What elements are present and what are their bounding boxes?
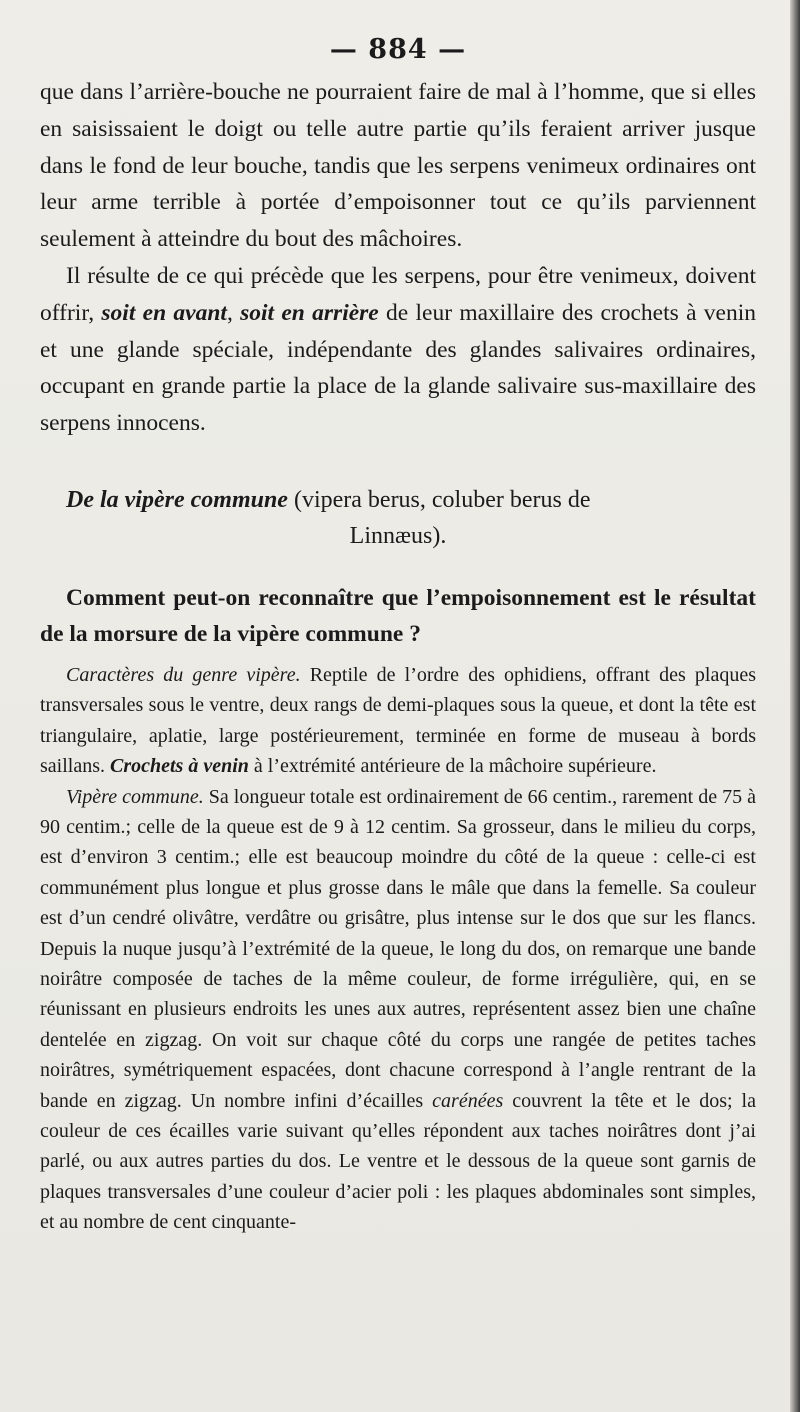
section-heading-italic: De la vipère commune <box>66 486 288 513</box>
upper-text <box>40 74 756 442</box>
paragraph-continuation: que dans l’arrière-bouche ne pourraient faire de mal à l’homme, que si elles en saisissaient le doigt ou telle autre partie qu’ils feraient arriver jusque dans le fond de leur bouche, tandis que les serpens venimeux ordinaires ont leur arme terrible à portée d’empoisonner tout ce qu’ils parviennent seulement à atteindre du bout des mâchoires. <box>40 79 756 253</box>
paragraph-conclusion <box>40 258 756 442</box>
lower-text <box>40 660 756 1238</box>
text-run: à l’extrémité antérieure de la mâchoire supérieure. <box>248 755 657 778</box>
section-heading-line2: Linnæus). <box>349 522 447 549</box>
section-heading <box>40 482 756 554</box>
emphasis-soit-en-avant: soit en avant <box>101 299 227 326</box>
text-run: couvrent la tête et le dos; la couleur de ces écailles varie suivant qu’elles répondent aux taches noirâtres dont j’ai parlé, ou aux autres parties du dos. Le ventre et le dessous de la queue sont garnis de plaques transversales d’une couleur d’acier poli : les plaques abdominales sont simples, et au nombre de cent cinquante- <box>40 1089 756 1234</box>
text-run: Reptile de l’ordre des ophidiens, offrant des plaques transversales sous le ventre, deux rangs de demi-plaques sous la queue, et dont la tête est triangulaire, aplatie, large postérieurement, terminée en forme de museau à bords saillans. <box>40 663 756 778</box>
paragraph-genus-characters <box>40 660 756 782</box>
paragraph-common-viper <box>40 782 756 1238</box>
section-heading-rest: (vipera berus, coluber berus de <box>287 486 591 513</box>
emphasis-soit-en-arriere: soit en arrière <box>240 299 379 326</box>
question-heading: Comment peut-on reconnaître que l’empoisonnement est le résultat de la morsure de la vipère commune ? <box>40 584 756 647</box>
emphasis-carenees: carénées <box>432 1089 504 1112</box>
page-number: — 884 — <box>329 34 467 65</box>
emphasis-crochets: Crochets à venin <box>110 755 249 778</box>
genus-label: Caractères du genre vipère. <box>66 663 301 686</box>
text-run: Sa longueur totale est ordinairement de 66 centim., rarement de 75 à 90 centim.; celle de la queue est de 9 à 12 centim. Sa grosseur, dans le milieu du corps, est d’environ 3 centim.; elle est beaucoup moindre du côté de la queue : celle-ci est communément plus longue et plus grosse dans le mâle que dans la femelle. Sa couleur est d’un cendré olivâtre, verdâtre ou grisâtre, plus intense sur le dos que sur les flancs. Depuis la nuque jusqu’à l’extrémité de la queue, le long du dos, on remarque une bande noirâtre composée de taches de la même couleur, de forme irrégulière, qui, en se réunissant en plusieurs endroits les unes aux autres, représentent assez bien une chaîne dentelée en zigzag. On voit sur chaque côté du corps une rangée de petites taches noirâtres, symétriquement espacées, dont chacune correspond à l’angle rentrant de la bande en zigzag. Un nombre infini d’écailles <box>40 785 756 1112</box>
text-run: Il résulte de ce qui précède que les serpens, pour être venimeux, doivent offrir, <box>40 262 756 326</box>
page-edge-shadow <box>790 0 800 1412</box>
species-label: Vipère commune. <box>66 785 204 808</box>
text-run: de leur maxillaire des crochets à venin et une glande spéciale, indépendante des glandes salivaires ordinaires, occupant en grande partie la place de la glande salivaire sus-maxillaire des serpens innocens. <box>40 299 756 437</box>
text-run: , <box>226 299 241 326</box>
